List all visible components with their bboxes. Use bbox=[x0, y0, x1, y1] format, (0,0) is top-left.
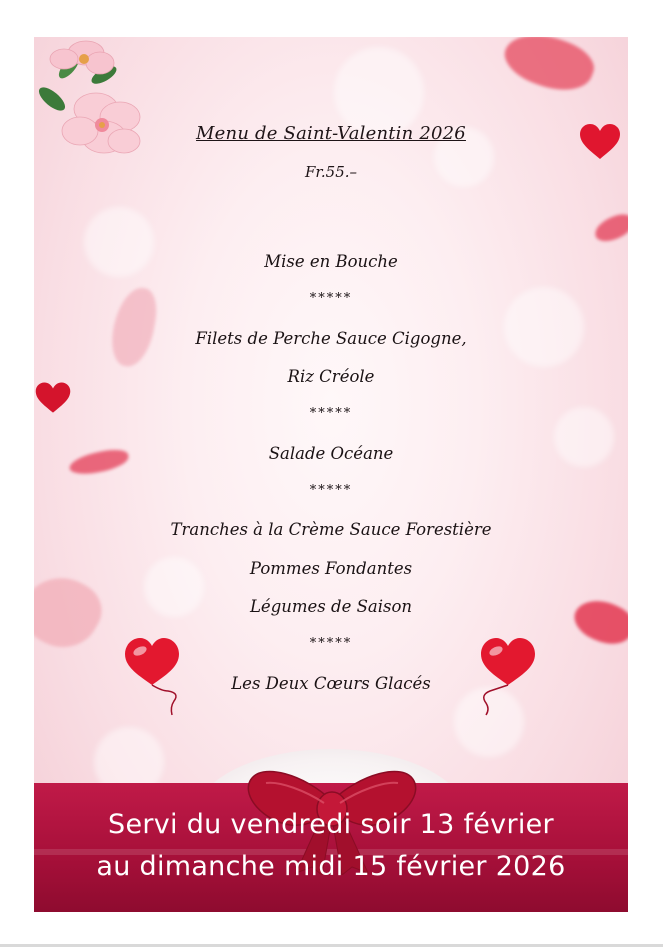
course-separator: ***** bbox=[309, 636, 353, 651]
petal-decoration bbox=[591, 211, 628, 245]
menu-price: Fr.55.– bbox=[304, 163, 358, 181]
petal-decoration bbox=[498, 37, 600, 101]
footer-line-1: Servi du vendredi soir 13 février bbox=[108, 809, 554, 840]
course-line: Légumes de Saison bbox=[249, 597, 413, 616]
course-line: Tranches à la Crème Sauce Forestière bbox=[170, 520, 492, 539]
menu-title: Menu de Saint-Valentin 2026 bbox=[196, 123, 466, 144]
footer-line-2: au dimanche midi 15 février 2026 bbox=[96, 851, 566, 882]
course-line: Filets de Perche Sauce Cigogne, bbox=[195, 329, 467, 348]
menu-card bbox=[34, 37, 628, 912]
course-line: Salade Océane bbox=[268, 444, 394, 463]
course-separator: ***** bbox=[309, 483, 353, 498]
course-line: Riz Créole bbox=[287, 367, 375, 386]
course-line: Mise en Bouche bbox=[264, 252, 398, 271]
course-line: Pommes Fondantes bbox=[249, 559, 413, 578]
course-line: Les Deux Cœurs Glacés bbox=[231, 674, 431, 693]
course-separator: ***** bbox=[309, 406, 353, 421]
flower-icon bbox=[34, 37, 154, 167]
course-separator: ***** bbox=[309, 291, 353, 306]
